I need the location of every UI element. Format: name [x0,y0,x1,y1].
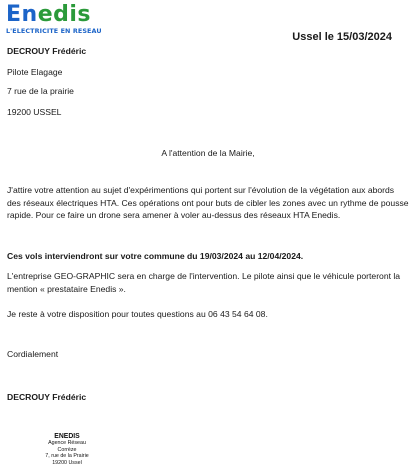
logo-wordmark [6,4,106,26]
recipient-line: A l'attention de la Mairie, [161,148,255,158]
enedis-logo [6,4,106,40]
stamp-line-3: 19200 Ussel [52,459,82,466]
stamp-title: ENEDIS [54,431,80,440]
place-date: Ussel le 15/03/2024 [292,31,392,43]
sender-role: Pilote Elagage [7,67,63,77]
body-paragraph-2: Ces vols interviendront sur votre commune du 19/03/2024 au 12/04/2024. [7,251,304,261]
sender-name: DECROUY Frédéric [7,46,87,56]
signature-name: DECROUY Frédéric [7,392,87,402]
logo-tagline: L'ELECTRICITE EN RESEAU [6,27,102,35]
stamp-line-2: 7, rue de la Prairie [45,453,89,460]
body-paragraph-4: Je reste à votre disposition pour toutes questions au 06 43 54 64 08. [7,309,268,319]
closing: Cordialement [7,349,59,359]
body-paragraph-3: L'entreprise GEO-GRAPHIC sera en charge de l'intervention. Le pilote ainsi que le véhicule porteront la mention « prestataire Enedis ». [7,271,401,294]
enedis-stamp [39,432,94,466]
stamp-line-1: Agence Réseau Corrèze [48,440,86,453]
body-paragraph-1: J'attire votre attention au sujet d'expérimentions qui portent sur l'évolution de la végétation aux abords des réseaux électriques HTA. Ces opérations ont pour buts de cibler les zones avec un rythme de pousse rapide. Pour ce faire un drone sera amener à voler au-dessus des réseaux HTA Enedis. [7,185,409,221]
sender-city: 19200 USSEL [7,107,62,117]
logo-brand: Enedis [6,2,92,27]
sender-street: 7 rue de la prairie [7,86,74,96]
